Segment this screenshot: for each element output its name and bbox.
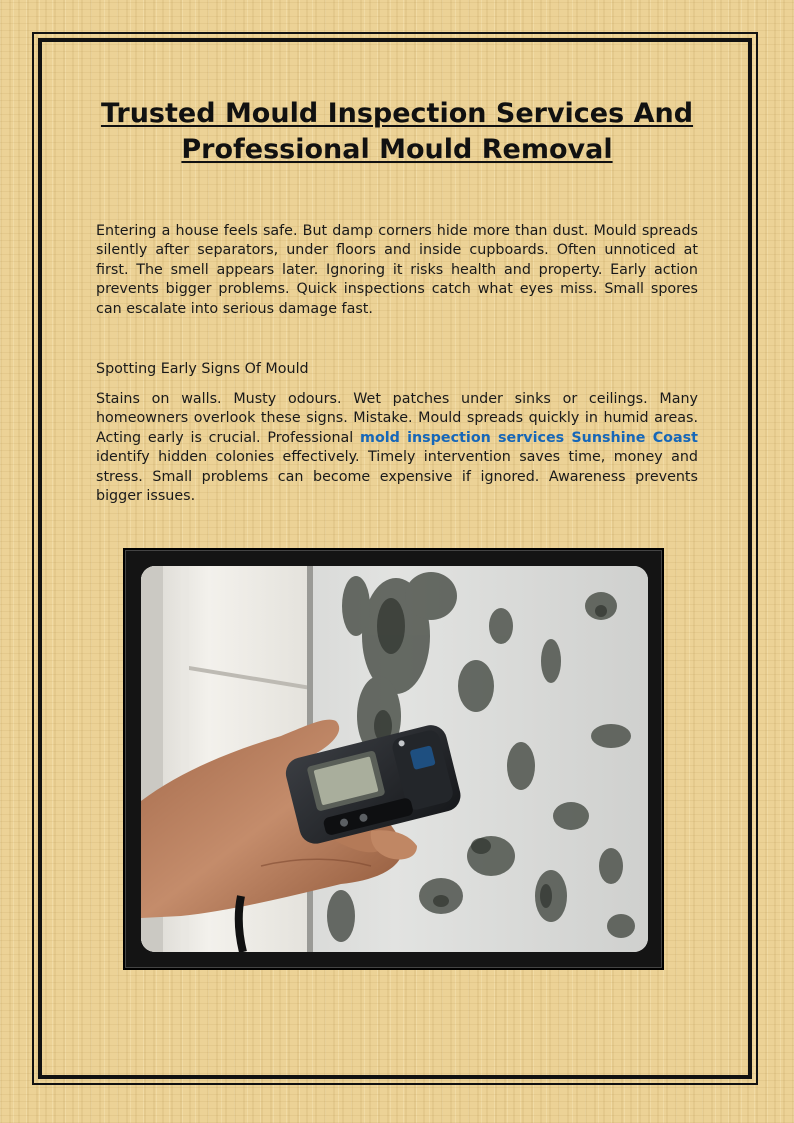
- section-heading: Spotting Early Signs Of Mould: [96, 361, 309, 377]
- section-paragraph: [96, 390, 698, 506]
- moisture-meter-photo: [141, 566, 648, 952]
- section-text-before-link: Stains on walls. Musty odours. Wet patches under sinks or ceilings. Many homeowners overlook these signs. Mistake. Mould spreads quickly in humid areas. Acting early is crucial. Professional: [96, 391, 698, 446]
- section-text-after-link: identify hidden colonies effectively. Timely intervention saves time, money and stress. Small problems can become expensive if ignored. Awareness prevents bigger issues.: [96, 449, 698, 505]
- mold-inspection-link[interactable]: mold inspection services Sunshine Coast: [360, 429, 698, 446]
- intro-paragraph: Entering a house feels safe. But damp corners hide more than dust. Mould spreads silently after separators, under floors and inside cupboards. Often unnoticed at first. The smell appears later. Ignoring it risks health and property. Early action prevents bigger problems. Quick inspections catch what eyes miss. Small spores can escalate into serious damage fast.: [96, 223, 698, 317]
- page-title: Trusted Mould Inspection Services And Professional Mould Removal: [100, 98, 694, 165]
